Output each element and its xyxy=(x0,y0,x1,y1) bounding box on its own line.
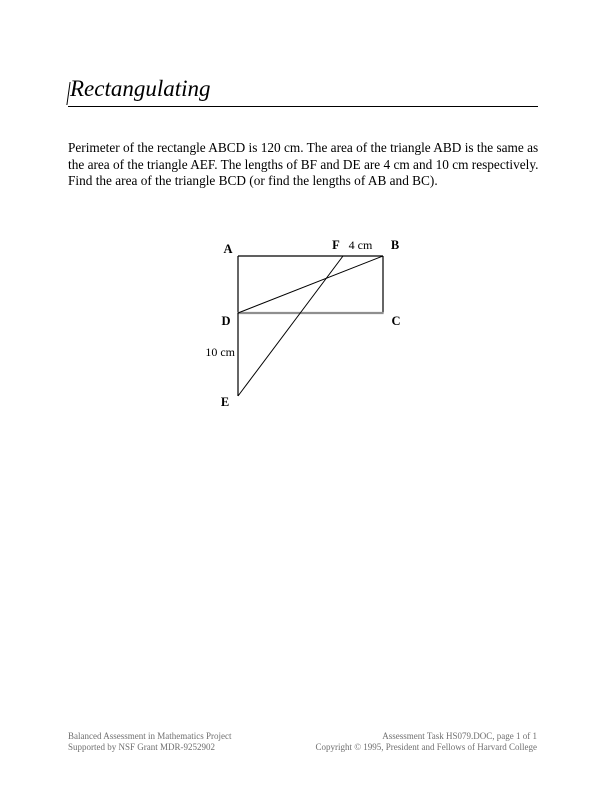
footer-right xyxy=(315,731,537,752)
vertex-label-f: F xyxy=(332,238,340,252)
vertex-label-e: E xyxy=(220,395,230,409)
measurement-de: 10 cm xyxy=(205,345,235,359)
measurement-bf: 4 cm xyxy=(348,238,373,252)
footer-left xyxy=(68,731,231,752)
problem-line-1: Perimeter of the rectangle ABCD is 120 cm. The area of the triangle ABD is the same as xyxy=(68,140,539,155)
problem-line-2: the area of the triangle AEF. The lengths of BF and DE are 4 cm and 10 cm respectively. xyxy=(68,156,539,172)
page-title: Rectangulating xyxy=(70,76,211,101)
segment-db xyxy=(238,256,383,313)
problem-statement xyxy=(68,140,558,190)
footer-task-line: Assessment Task HS079.DOC, page 1 of 1 xyxy=(382,731,537,741)
geometry-figure xyxy=(190,230,420,420)
footer-project-line: Balanced Assessment in Mathematics Project xyxy=(68,731,232,741)
title-block xyxy=(68,76,538,107)
footer-copyright-line: Copyright © 1995, President and Fellows of Harvard College xyxy=(315,741,537,752)
vertex-label-b: B xyxy=(390,238,400,252)
footer-grant-line: Supported by NSF Grant MDR-9252902 xyxy=(68,741,216,752)
vertex-label-a: A xyxy=(223,242,233,256)
segment-ef xyxy=(238,256,343,396)
vertex-label-c: C xyxy=(391,314,401,328)
problem-line-3: Find the area of the triangle BCD (or find the lengths of AB and BC). xyxy=(68,173,438,188)
vertex-label-d: D xyxy=(221,314,231,328)
